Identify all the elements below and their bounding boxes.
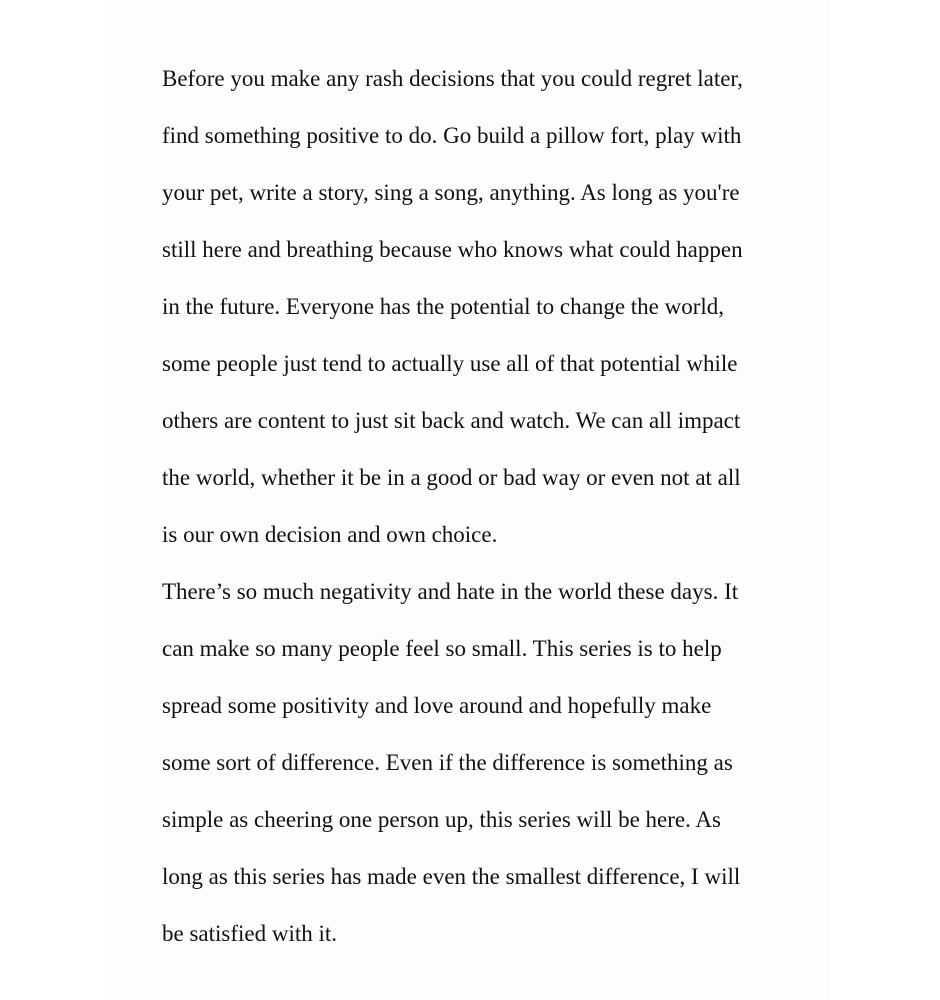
- text-line: Before you make any rash decisions that you could regret later,: [162, 66, 743, 91]
- text-line: find something positive to do. Go build a pillow fort, play with: [162, 123, 742, 148]
- text-line: simple as cheering one person up, this series will be here. As: [162, 807, 721, 832]
- text-line: is our own decision and own choice.: [162, 522, 498, 547]
- document-body: [162, 50, 802, 962]
- text-line: some sort of difference. Even if the difference is something as: [162, 750, 733, 775]
- text-line: in the future. Everyone has the potential to change the world,: [162, 294, 725, 319]
- text-line: the world, whether it be in a good or bad way or even not at all: [162, 465, 741, 490]
- text-line: can make so many people feel so small. This series is to help: [162, 636, 722, 661]
- text-line: There’s so much negativity and hate in the world these days. It: [162, 579, 739, 604]
- text-line: some people just tend to actually use all of that potential while: [162, 351, 738, 376]
- text-line: be satisfied with it.: [162, 921, 338, 946]
- text-line: spread some positivity and love around and hopefully make: [162, 693, 712, 718]
- paragraph-1: [162, 50, 802, 563]
- text-line: your pet, write a story, sing a song, anything. As long as you're: [162, 180, 740, 205]
- paragraph-2: [162, 563, 802, 962]
- text-line: others are content to just sit back and watch. We can all impact: [162, 408, 741, 433]
- text-line: still here and breathing because who knows what could happen: [162, 237, 743, 262]
- text-line: long as this series has made even the smallest difference, I will: [162, 864, 741, 889]
